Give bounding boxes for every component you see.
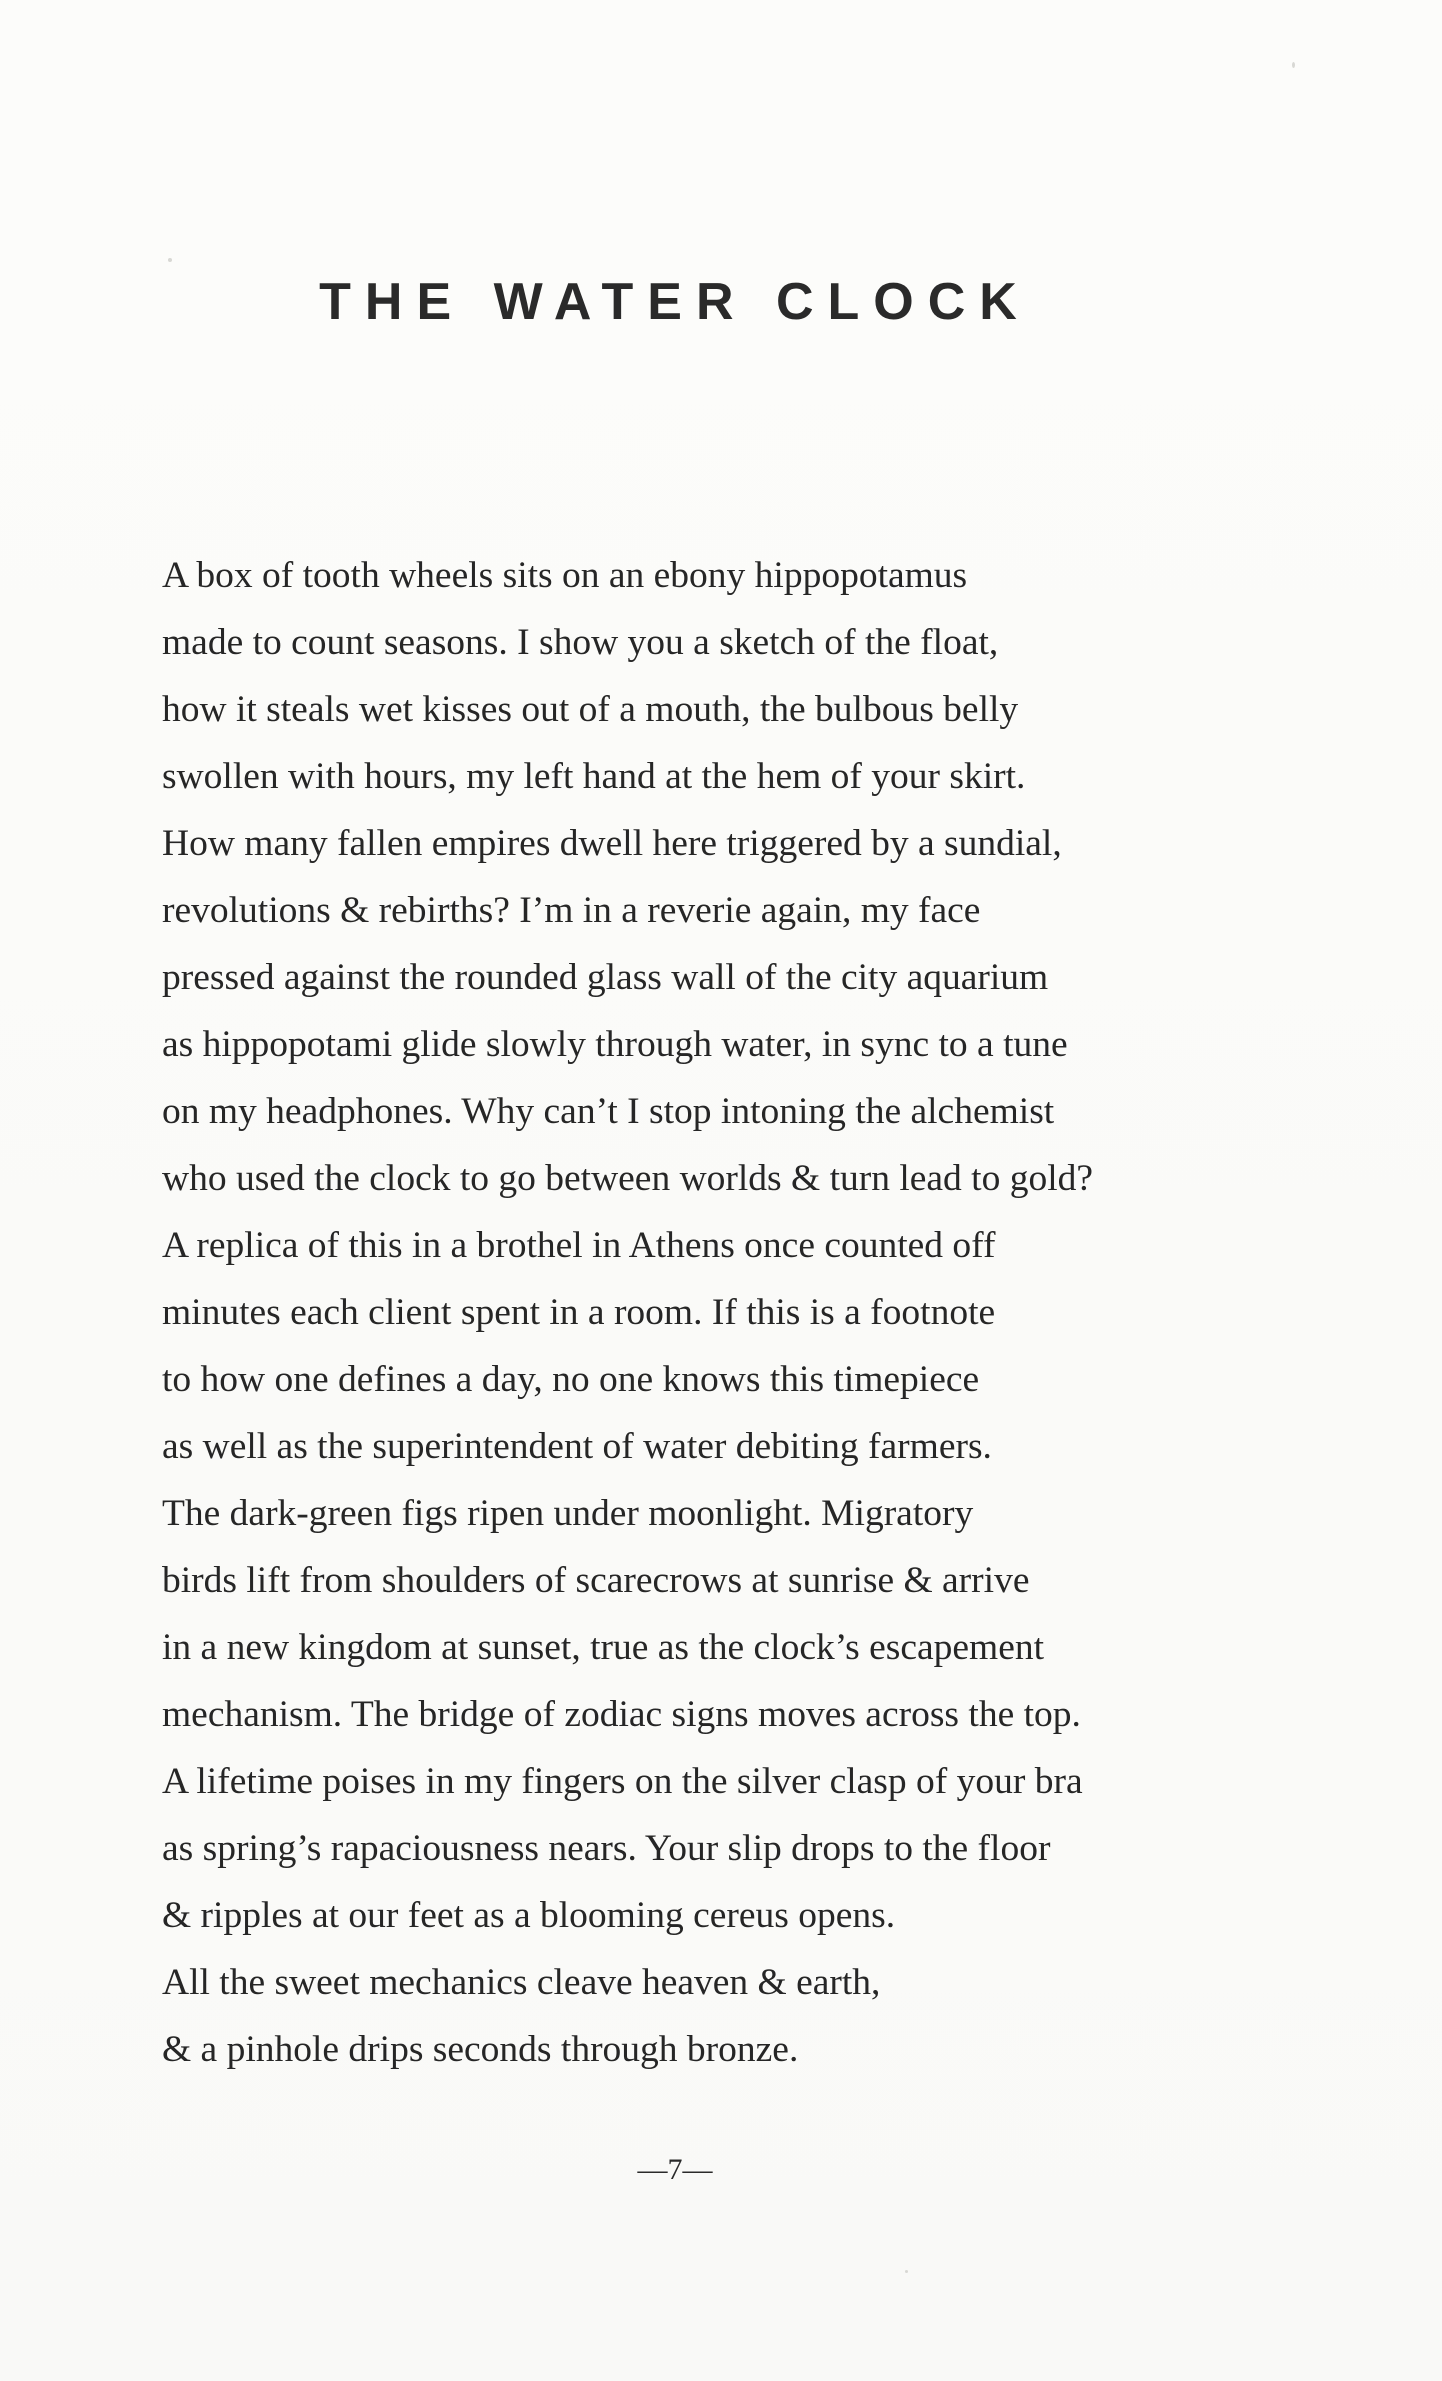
paper-speck bbox=[905, 2270, 908, 2273]
poem-line: how it steals wet kisses out of a mouth, the bulbous belly bbox=[162, 689, 1019, 730]
poem-line: How many fallen empires dwell here triggered by a sundial, bbox=[162, 823, 1062, 864]
poem-line: revolutions & rebirths? I’m in a reverie again, my face bbox=[162, 890, 981, 931]
poem-line: on my headphones. Why can’t I stop intoning the alchemist bbox=[162, 1091, 1055, 1132]
poem-line: A box of tooth wheels sits on an ebony hippopotamus bbox=[162, 555, 968, 596]
poem-line: A replica of this in a brothel in Athens once counted off bbox=[162, 1225, 996, 1266]
poem-line: in a new kingdom at sunset, true as the clock’s escapement bbox=[162, 1627, 1045, 1668]
poem-line: who used the clock to go between worlds & turn lead to gold? bbox=[162, 1158, 1094, 1199]
poem-line: to how one defines a day, no one knows this timepiece bbox=[162, 1359, 980, 1400]
poem-line: as well as the superintendent of water debiting farmers. bbox=[162, 1426, 992, 1467]
paper-speck bbox=[1292, 62, 1295, 68]
poem-line: A lifetime poises in my fingers on the silver clasp of your bra bbox=[162, 1761, 1083, 1802]
poem-line: minutes each client spent in a room. If this is a footnote bbox=[162, 1292, 996, 1333]
poem-line: made to count seasons. I show you a sketch of the float, bbox=[162, 622, 999, 663]
poem-line: mechanism. The bridge of zodiac signs moves across the top. bbox=[162, 1694, 1081, 1735]
poem-line: All the sweet mechanics cleave heaven & earth, bbox=[162, 1962, 881, 2003]
poem-line: as hippopotami glide slowly through water, in sync to a tune bbox=[162, 1024, 1068, 1065]
poem-line: as spring’s rapaciousness nears. Your slip drops to the floor bbox=[162, 1828, 1051, 1869]
poem-line: & a pinhole drips seconds through bronze. bbox=[162, 2029, 799, 2070]
poem-line: swollen with hours, my left hand at the hem of your skirt. bbox=[162, 756, 1026, 797]
poem-title: THE WATER CLOCK bbox=[319, 273, 1031, 331]
poem-body bbox=[162, 542, 1292, 2083]
page-number: —7— bbox=[637, 2153, 713, 2186]
poem-line: & ripples at our feet as a blooming cereus opens. bbox=[162, 1895, 896, 1936]
poem-line: The dark-green figs ripen under moonlight. Migratory bbox=[162, 1493, 974, 1534]
poem-line: pressed against the rounded glass wall of the city aquarium bbox=[162, 957, 1049, 998]
poem-line: birds lift from shoulders of scarecrows at sunrise & arrive bbox=[162, 1560, 1030, 1601]
